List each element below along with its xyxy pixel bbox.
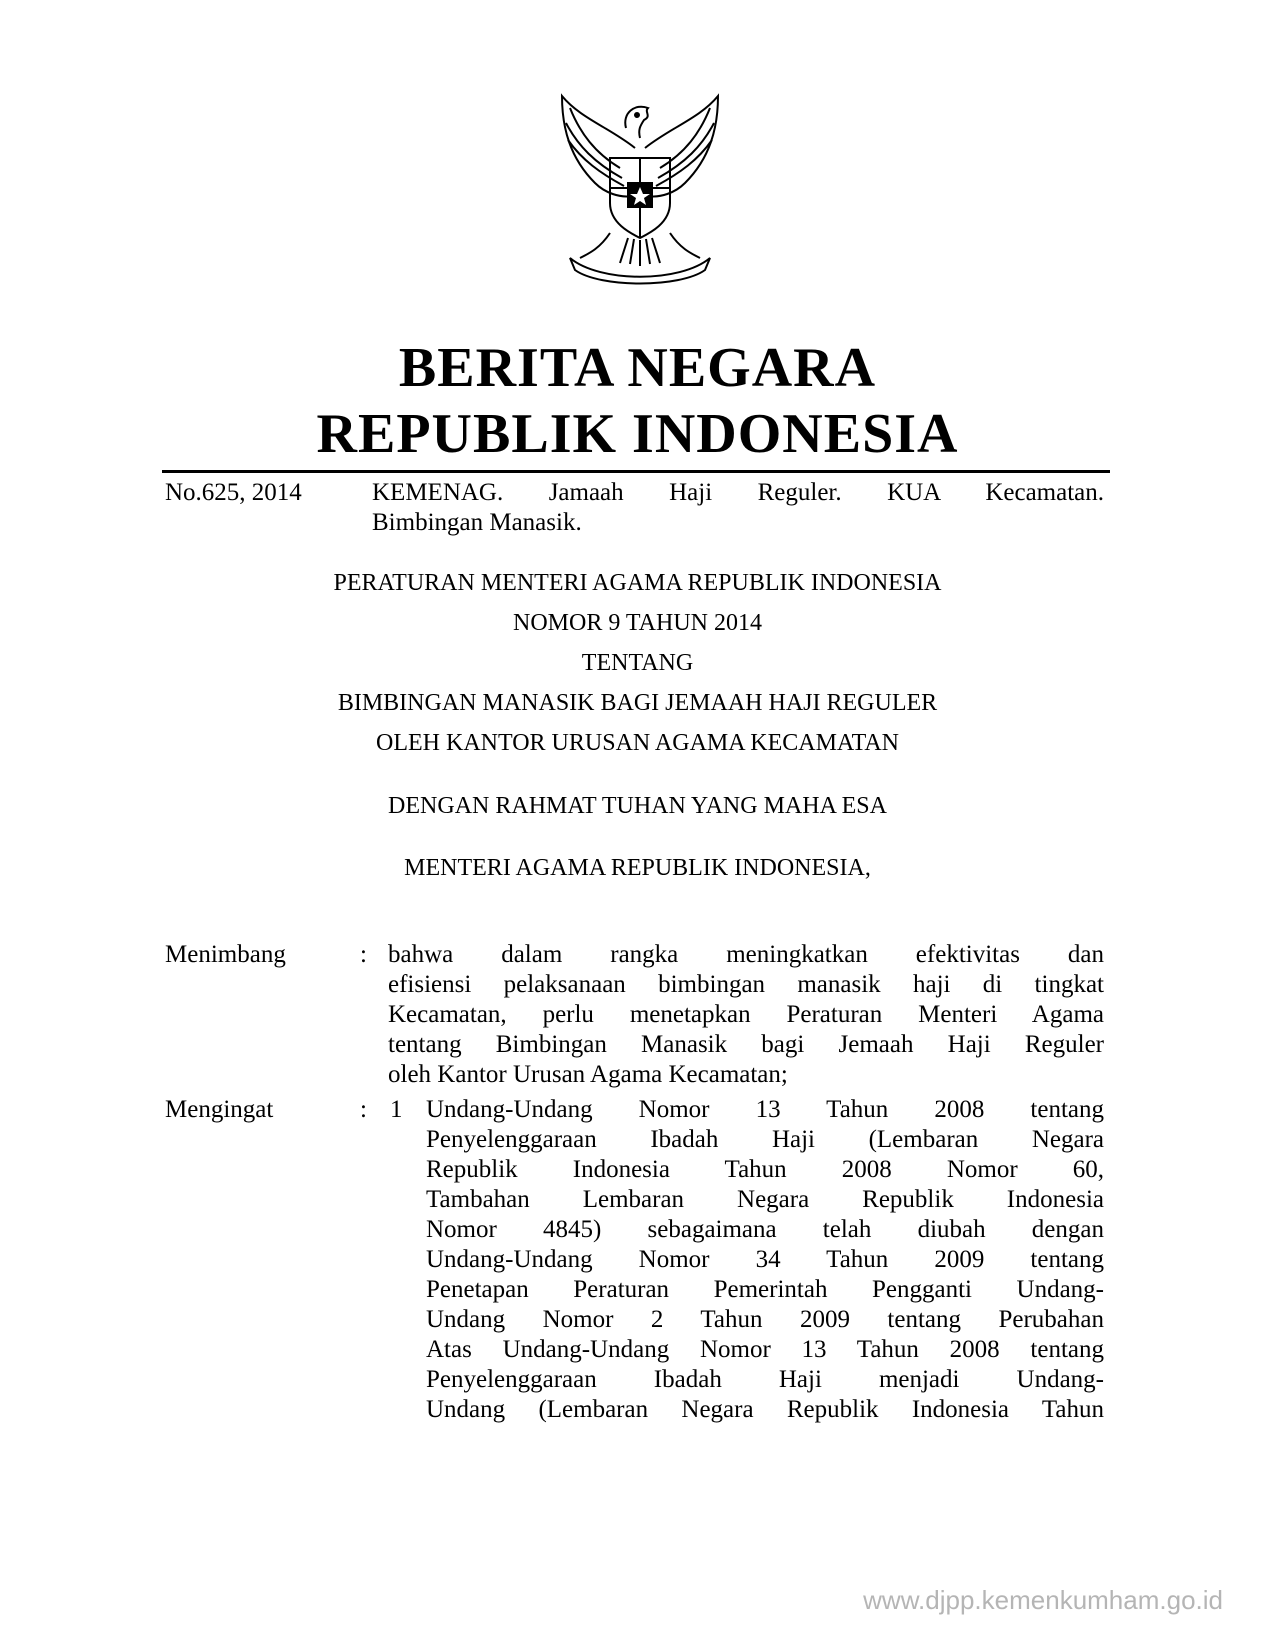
mengingat-label: Mengingat (165, 1096, 274, 1123)
menimbang-text (388, 940, 1104, 1090)
subject-line-1: KEMENAG. Jamaah Haji Reguler. KUA Kecamatan. (372, 479, 1104, 506)
regulation-tentang: TENTANG (581, 650, 694, 676)
mengingat-line: Tambahan Lembaran Negara Republik Indonesia (426, 1186, 1104, 1213)
mengingat-line: Undang (Lembaran Negara Republik Indonesia Tahun (426, 1396, 1104, 1423)
menimbang-line: efisiensi pelaksanaan bimbingan manasik haji di tingkat (388, 971, 1104, 998)
masthead-divider (162, 470, 1110, 473)
issuer: MENTERI AGAMA REPUBLIK INDONESIA, (404, 855, 871, 881)
subject-line-2: Bimbingan Manasik. (372, 509, 582, 536)
mengingat-line: Penyelenggaraan Ibadah Haji (Lembaran Negara (426, 1126, 1104, 1153)
mengingat-colon: : (360, 1096, 367, 1123)
menimbang-label: Menimbang (165, 941, 286, 968)
mengingat-line: Penetapan Peraturan Pemerintah Pengganti Undang- (426, 1276, 1104, 1303)
mengingat-item-number: 1 (390, 1096, 403, 1123)
mengingat-line: Undang-Undang Nomor 13 Tahun 2008 tentang (426, 1096, 1104, 1123)
mengingat-line: Undang Nomor 2 Tahun 2009 tentang Perubahan (426, 1306, 1104, 1333)
masthead-line-2: REPUBLIK INDONESIA (316, 403, 959, 465)
gazette-subject (372, 478, 1104, 538)
mengingat-line: Republik Indonesia Tahun 2008 Nomor 60, (426, 1156, 1104, 1183)
menimbang-line: Kecamatan, perlu menetapkan Peraturan Menteri Agama (388, 1001, 1104, 1028)
gazette-masthead (0, 335, 1275, 467)
gazette-number: No.625, 2014 (165, 479, 302, 506)
masthead-line-1: BERITA NEGARA (398, 337, 877, 399)
menimbang-colon: : (360, 941, 367, 968)
regulation-subject-2: OLEH KANTOR URUSAN AGAMA KECAMATAN (376, 730, 899, 756)
menimbang-line: oleh Kantor Urusan Agama Kecamatan; (388, 1061, 788, 1088)
menimbang-line: tentang Bimbingan Manasik bagi Jemaah Haji Reguler (388, 1031, 1104, 1058)
regulation-number: NOMOR 9 TAHUN 2014 (513, 610, 762, 636)
mengingat-text (426, 1095, 1104, 1425)
mengingat-line: Atas Undang-Undang Nomor 13 Tahun 2008 tentang (426, 1336, 1104, 1363)
garuda-pancasila-emblem-icon (540, 88, 740, 288)
menimbang-line: bahwa dalam rangka meningkatkan efektivitas dan (388, 941, 1104, 968)
invocation: DENGAN RAHMAT TUHAN YANG MAHA ESA (388, 793, 887, 819)
mengingat-line: Penyelenggaraan Ibadah Haji menjadi Undang- (426, 1366, 1104, 1393)
regulation-title: PERATURAN MENTERI AGAMA REPUBLIK INDONESIA (333, 570, 942, 596)
mengingat-line: Undang-Undang Nomor 34 Tahun 2009 tentang (426, 1246, 1104, 1273)
footer-url-link[interactable]: www.djpp.kemenkumham.go.id (863, 1585, 1223, 1615)
mengingat-line: Nomor 4845) sebagaimana telah diubah dengan (426, 1216, 1104, 1243)
regulation-subject-1: BIMBINGAN MANASIK BAGI JEMAAH HAJI REGULER (337, 690, 938, 716)
